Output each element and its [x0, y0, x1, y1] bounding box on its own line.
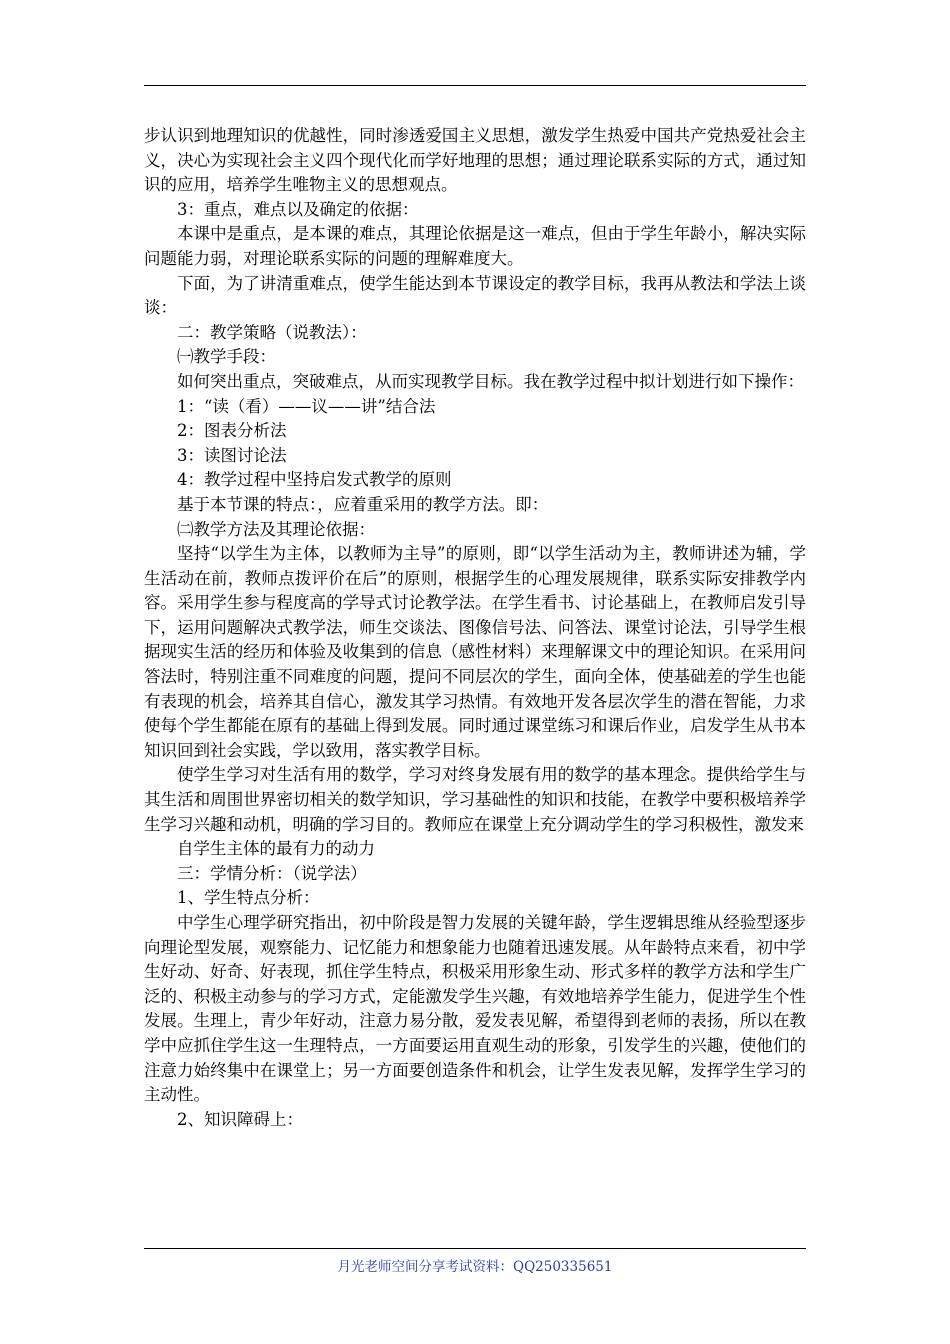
- subsection-heading: 1、学生特点分析：: [177, 888, 320, 908]
- paragraph: 下面，为了讲清重难点，使学生能达到本节课设定的教学目标，我再从教法和学法上谈谈：: [144, 273, 806, 318]
- paragraph: 坚持“以学生为主体，以教师为主导”的原则，即“以学生活动为主，教师讲述为辅，学生活动在前，教师点拨评价在后”的原则，根据学生的心理发展规律，联系实际安排教学内容。采用学生参与程度高的学导式讨论教学法。在学生看书、讨论基础上，在教师启发引导下，运用问题解决式教学法，师生交谈法、图像信号法、问答法、课堂讨论法，引导学生根据现实生活的经历和体验及收集到的信息（感性材料）来理解课文中的理论知识。在采用问答法时，特别注重不同难度的问题，提问不同层次的学生，面向全体，使基础差的学生也能有表现的机会，培养其自信心，激发其学习热情。有效地开发各层次学生的潜在智能，力求使每个学生都能在原有的基础上得到发展。同时通过课堂练习和课后作业，启发学生从书本知识回到社会实践，学以致用，落实教学目标。: [144, 544, 806, 760]
- list-item: 2：图表分析法: [177, 421, 287, 441]
- section-heading: 三：学情分析：（说学法）: [177, 863, 367, 883]
- subsection-heading: ㈡教学方法及其理论依据：: [177, 519, 375, 539]
- paragraph: 中学生心理学研究指出，初中阶段是智力发展的关键年龄，学生逻辑思维从经验型逐步向理论型发展，观察能力、记忆能力和想象能力也随着迅速发展。从年龄特点来看，初中学生好动、好奇、好表现，抓住学生特点，积极采用形象生动、形式多样的教学方法和学生广泛的、积极主动参与的学习方式，定能激发学生兴趣，有效地培养学生能力，促进学生个性发展。生理上，青少年好动，注意力易分散，爱发表见解，希望得到老师的表扬，所以在教学中应抓住学生这一生理特点，一方面要运用直观生动的形象，引发学生的兴趣，使他们的注意力始终集中在课堂上；另一方面要创造条件和机会，让学生发表见解，发挥学生学习的主动性。: [144, 913, 806, 1105]
- list-item: 3：读图讨论法: [177, 445, 287, 465]
- paragraph: 3：重点，难点以及确定的依据：: [177, 199, 419, 219]
- header-rule: [144, 85, 806, 86]
- paragraph: 基于本节课的特点：，应着重采用的教学方法。即：: [177, 494, 549, 514]
- paragraph: 如何突出重点，突破难点，从而实现教学目标。我在教学过程中拟计划进行如下操作：: [177, 371, 804, 391]
- subsection-heading: ㈠教学手段：: [177, 347, 276, 367]
- subsection-heading: 2、知识障碍上：: [177, 1109, 303, 1129]
- paragraph: 自学生主体的最有力的动力: [177, 839, 375, 859]
- page-footer: 月光老师空间分享考试资料：QQ250335651: [337, 1259, 613, 1275]
- footer-rule: [144, 1248, 806, 1249]
- paragraph: 本课中是重点，是本课的难点，其理论依据是这一难点，但由于学生年龄小，解决实际问题能力弱，对理论联系实际的问题的理解难度大。: [144, 224, 806, 268]
- list-item: 4：教学过程中坚持启发式教学的原则: [177, 470, 452, 490]
- body-text: [144, 124, 806, 1132]
- paragraph: 使学生学习对生活有用的数学，学习对终身发展有用的数学的基本理念。提供给学生与其生活和周围世界密切相关的数学知识，学习基础性的知识和技能，在教学中要积极培养学生学习兴趣和动机，明确的学习目的。教师应在课堂上充分调动学生的学习积极性，激发来: [144, 765, 806, 834]
- paragraph: 步认识到地理知识的优越性，同时渗透爱国主义思想，激发学生热爱中国共产党热爱社会主义，决心为实现社会主义四个现代化而学好地理的思想；通过理论联系实际的方式，通过知识的应用，培养学生唯物主义的思想观点。: [144, 126, 806, 195]
- list-item: 1：“读（看）——议——讲”结合法: [177, 396, 436, 416]
- section-heading: 二：教学策略（说教法）：: [177, 322, 367, 342]
